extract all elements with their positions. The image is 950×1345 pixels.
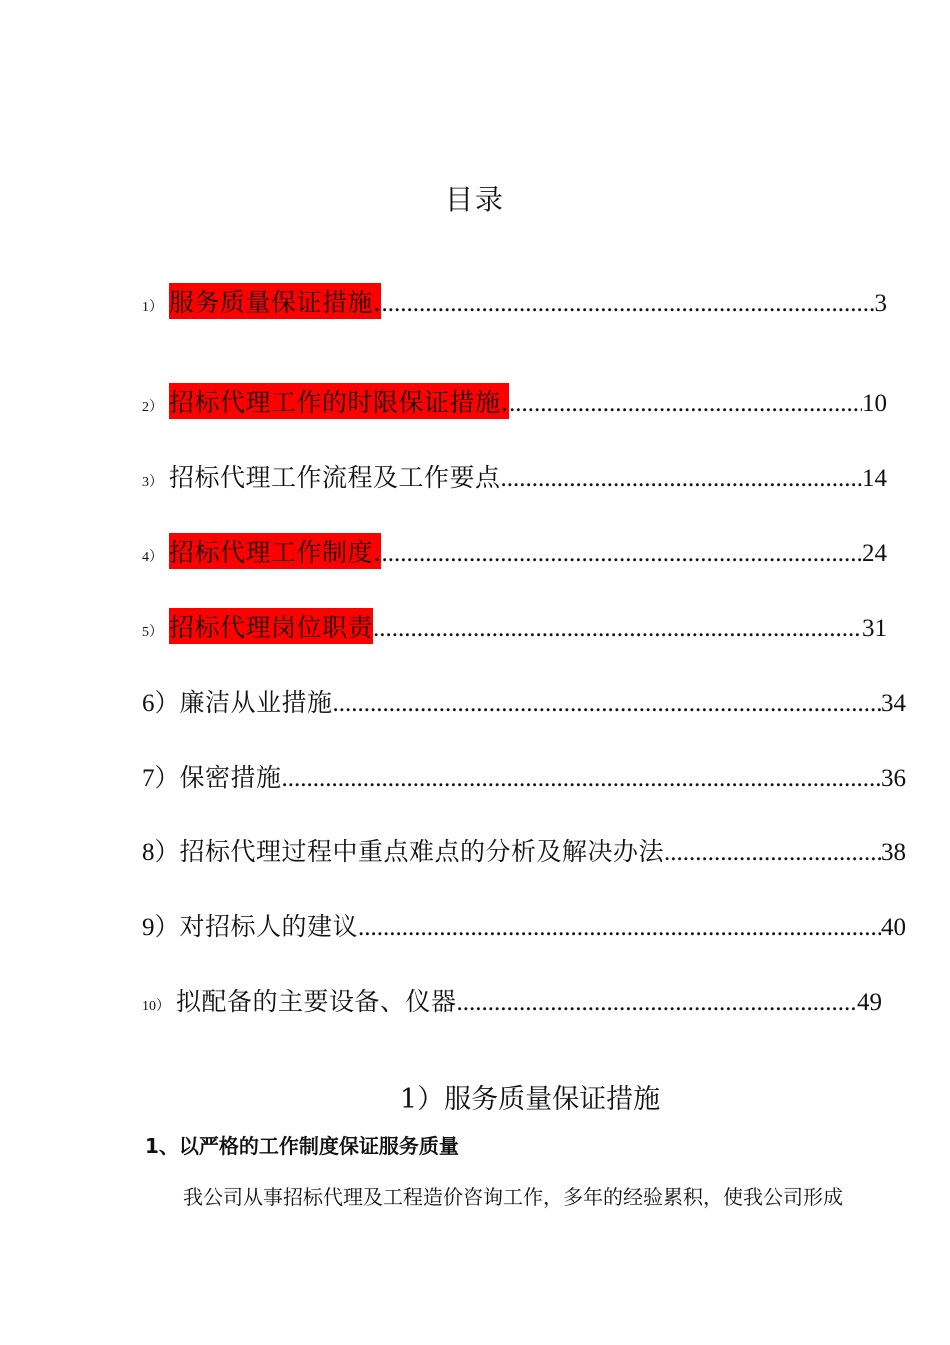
toc-entry-5[interactable]	[142, 608, 887, 644]
toc-entry-number: 1）	[142, 300, 163, 315]
toc-entry-page: 14	[862, 465, 887, 492]
toc-entry-label: 招标代理工作的时限保证措施.	[169, 383, 509, 419]
toc-entry-page: 10	[862, 390, 887, 417]
toc-entry-8[interactable]	[142, 832, 906, 868]
toc-entry-number: 2）	[142, 400, 163, 415]
toc-entry-page: 24	[862, 540, 887, 567]
toc-entry-label: 招标代理工作制度.	[169, 533, 381, 569]
toc-leader-dots	[333, 690, 881, 718]
toc-entry-label: 廉洁从业措施	[179, 688, 333, 717]
toc-entry-label: 对招标人的建议	[179, 912, 359, 941]
toc-entry-number: 6）	[142, 690, 180, 717]
toc-entry-number: 3）	[142, 475, 163, 490]
toc-entry-label: 招标代理过程中重点难点的分析及解决办法	[179, 837, 665, 866]
toc-leader-dots	[509, 390, 862, 418]
toc-leader-dots	[282, 765, 881, 793]
toc-entry-number: 9）	[142, 914, 180, 941]
toc-entry-page: 36	[881, 765, 906, 792]
toc-entry-10[interactable]	[142, 982, 882, 1018]
toc-entry-page: 38	[881, 839, 906, 866]
toc-entry-label: 服务质量保证措施.	[169, 283, 381, 319]
toc-entry-page: 49	[857, 989, 882, 1016]
toc-leader-dots	[381, 540, 862, 568]
toc-entry-6[interactable]	[142, 683, 906, 719]
toc-entry-7[interactable]	[142, 758, 906, 794]
body-paragraph: 我公司从事招标代理及工程造价咨询工作，多年的经验累积，使我公司形成	[183, 1185, 843, 1209]
toc-entry-number: 7）	[142, 765, 180, 792]
toc-entry-4[interactable]	[142, 533, 887, 569]
toc-leader-dots	[373, 615, 862, 643]
toc-entry-label: 招标代理工作流程及工作要点	[169, 463, 501, 492]
toc-entry-page: 3	[874, 290, 887, 317]
toc-entry-number: 4）	[142, 550, 163, 565]
toc-entry-9[interactable]	[142, 907, 906, 943]
toc-entry-1[interactable]	[142, 283, 887, 319]
toc-entry-label: 招标代理岗位职责	[169, 608, 373, 644]
toc-leader-dots	[457, 989, 857, 1017]
section-heading: 1、以严格的工作制度保证服务质量	[145, 1134, 459, 1158]
toc-entry-label: 保密措施	[179, 763, 282, 792]
toc-entry-label: 拟配备的主要设备、仪器	[176, 987, 457, 1016]
toc-title: 目录	[444, 183, 505, 216]
toc-leader-dots	[501, 465, 862, 493]
toc-entry-number: 8）	[142, 839, 180, 866]
toc-entry-2[interactable]	[142, 383, 887, 419]
toc-leader-dots	[358, 914, 881, 942]
toc-entry-3[interactable]	[142, 458, 887, 494]
section-title: 1）服务质量保证措施	[399, 1084, 661, 1115]
toc-entry-number: 5）	[142, 625, 163, 640]
toc-entry-page: 31	[862, 615, 887, 642]
toc-leader-dots	[664, 839, 881, 867]
toc-entry-page: 34	[881, 690, 906, 717]
toc-entry-page: 40	[881, 914, 906, 941]
toc-entry-number: 10）	[142, 999, 170, 1014]
toc-leader-dots	[381, 290, 874, 318]
